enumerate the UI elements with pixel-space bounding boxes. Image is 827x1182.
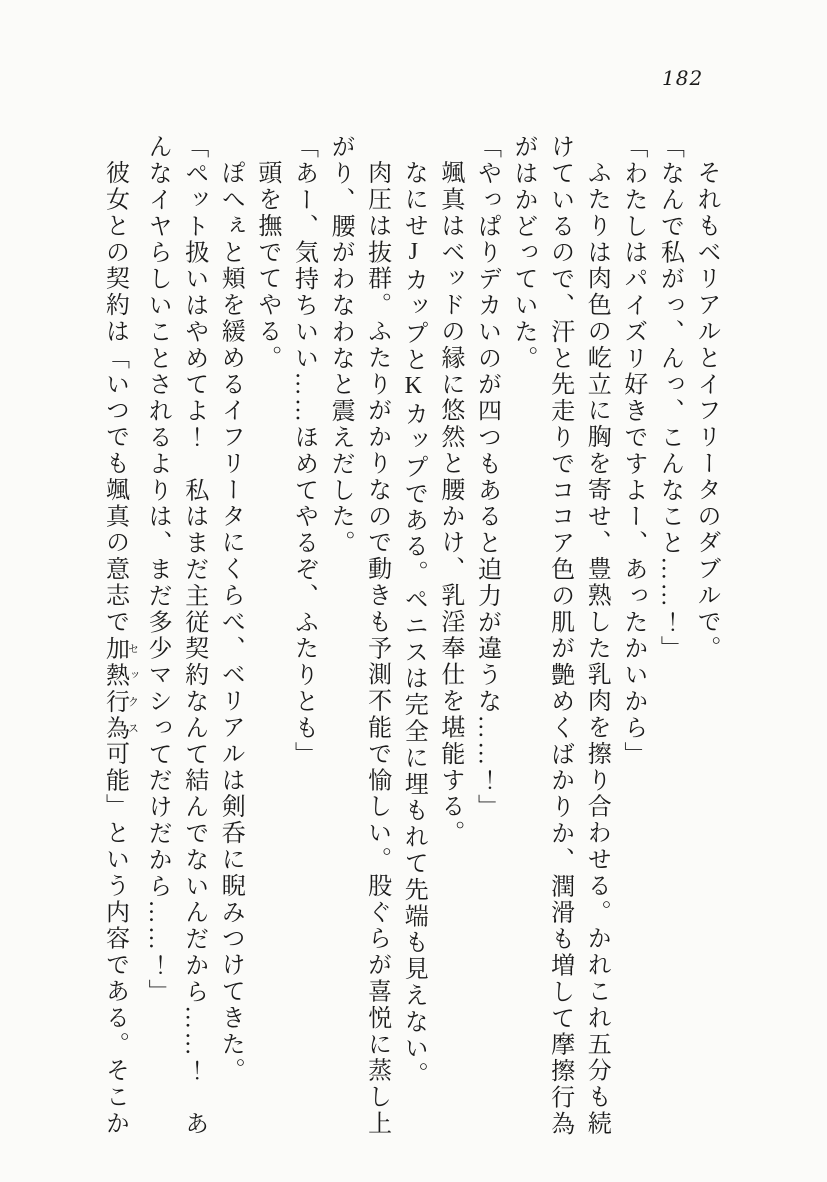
text-line	[504, 134, 541, 1148]
text-segment: 「わたしはパイズリ好きですよー、あったかいから」	[619, 134, 646, 768]
text-line	[468, 134, 505, 1148]
text-segment: がり、腰がわなわなと震えだした。	[327, 134, 354, 557]
text-line	[96, 134, 139, 1148]
text-segment: 颯真はベッドの縁に悠然と腰かけ、乳淫奉仕を堪能する。	[436, 160, 463, 847]
text-line	[687, 134, 724, 1148]
text-segment: 可能」という内容である。そこか	[101, 741, 128, 1138]
text-line	[541, 134, 578, 1148]
text-segment: なにせ	[400, 160, 427, 240]
text-segment: 彼女との契約は「いつでも颯真の意志で	[101, 160, 128, 636]
text-segment: K	[400, 373, 427, 403]
text-line	[212, 134, 249, 1148]
furigana: セックス	[126, 635, 139, 742]
text-line	[321, 134, 358, 1148]
text-segment: 肉圧は抜群。ふたりがかりなので動きも予測不能で愉しい。股ぐらが喜悦に蒸し上	[363, 160, 390, 1138]
text-line	[578, 134, 615, 1148]
text-segment: それもベリアルとイフリータのダブルで。	[693, 160, 719, 662]
text-segment: ぽへぇと頬を緩めるイフリータにくらべ、ベリアルは剣呑に睨みつけてきた。	[217, 160, 244, 1085]
text-line	[358, 134, 395, 1148]
text-block	[96, 134, 724, 1148]
text-line	[285, 134, 322, 1148]
ruby-annotated-text: 加熱行為 セックス	[101, 635, 139, 742]
text-segment: 「やっぱりデカいのが四つもあると迫力が違うな……！」	[473, 134, 500, 821]
text-line	[175, 134, 212, 1148]
text-segment: 頭を撫でてやる。	[253, 160, 280, 372]
text-segment: けているので、汗と先走りでココア色の肌が艶めくばかりか、潤滑も増して摩擦行為	[546, 134, 573, 1138]
text-line	[248, 134, 285, 1148]
text-line	[431, 134, 468, 1148]
text-segment: J	[400, 239, 427, 268]
text-segment: 「なんで私がっ、んっ、こんなこと……！」	[656, 134, 683, 662]
page-number: 182	[662, 66, 704, 90]
text-segment: がはかどっていた。	[510, 134, 537, 372]
text-segment: カップである。ペニスは完全に埋もれて先端も見えない。	[400, 402, 427, 1089]
text-segment: 「あー、気持ちいい……ほめてやるぞ、ふたりとも」	[290, 134, 317, 768]
text-segment: 「ペット扱いはやめてよ！ 私はまだ主従契約なんて結んでないんだから……！ あ	[180, 134, 207, 1138]
text-line	[139, 134, 176, 1148]
text-line	[395, 134, 432, 1148]
text-segment: カップと	[400, 268, 427, 374]
text-line	[651, 134, 688, 1148]
text-line	[614, 134, 651, 1148]
text-segment: ふたりは肉色の屹立に胸を寄せ、豊熟した乳肉を擦り合わせる。かれこれ五分も続	[583, 160, 610, 1138]
text-segment: んなイヤらしいことされるよりは、まだ多少マシってだけだから……！」	[144, 134, 171, 1006]
